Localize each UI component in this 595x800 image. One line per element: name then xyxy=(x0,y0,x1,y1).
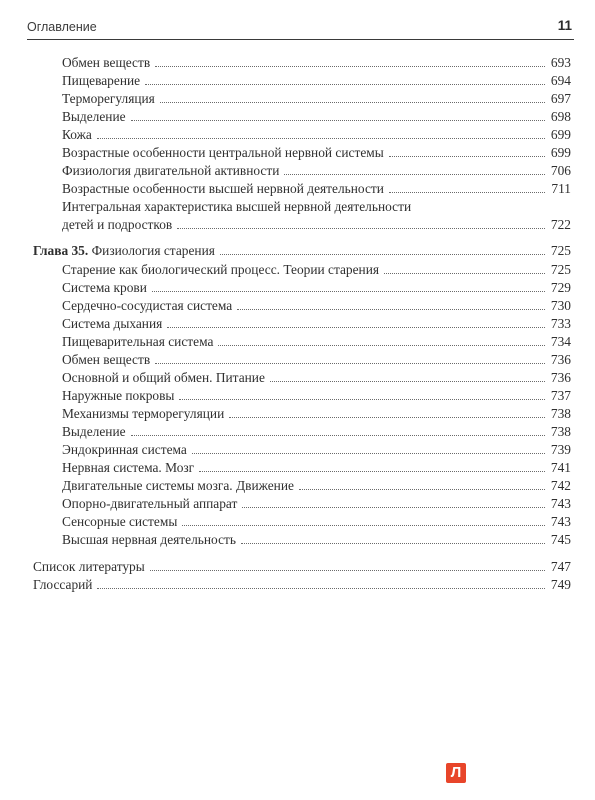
toc-entry-page: 698 xyxy=(550,109,571,124)
dot-leader xyxy=(97,588,545,589)
toc-entry-label-line1[interactable]: Интегральная характеристика высшей нервной деятельности xyxy=(62,199,412,214)
toc-entry-label: Высшая нервная деятельность xyxy=(62,532,236,547)
toc-entry-page: 745 xyxy=(550,532,571,547)
toc-entry-page: 736 xyxy=(550,352,571,367)
toc-entry-page: 749 xyxy=(550,577,571,592)
toc-entry-label: Возрастные особенности высшей нервной деятельности xyxy=(62,181,384,196)
toc-entry[interactable] xyxy=(62,217,571,233)
dot-leader xyxy=(131,120,545,121)
toc-entry[interactable] xyxy=(62,163,571,179)
watermark-logo-icon xyxy=(446,763,466,783)
dot-leader xyxy=(299,489,545,490)
toc-entry[interactable] xyxy=(62,109,571,125)
dot-leader xyxy=(199,471,545,472)
dot-leader xyxy=(179,399,545,400)
dot-leader xyxy=(218,345,545,346)
toc-entry-label: Возрастные особенности центральной нервной системы xyxy=(62,145,384,160)
toc-entry-label: Механизмы терморегуляции xyxy=(62,406,225,421)
toc-entry-label: Выделение xyxy=(62,109,126,124)
toc-entry[interactable] xyxy=(62,280,571,296)
toc-entry[interactable] xyxy=(62,514,571,530)
toc-entry-page: 734 xyxy=(550,334,571,349)
dot-leader xyxy=(384,273,545,274)
toc-entry-page: 738 xyxy=(550,424,571,439)
toc-entry-page: 711 xyxy=(551,181,571,196)
toc-entry-label: Пищеварение xyxy=(62,73,141,88)
toc-entry-label: Пищеварительная система xyxy=(62,334,214,349)
toc-entry[interactable] xyxy=(62,55,571,71)
toc-entry-label: Обмен веществ xyxy=(62,55,151,70)
toc-entry-label: Сердечно-сосудистая система xyxy=(62,298,233,313)
toc-entry[interactable] xyxy=(62,388,571,404)
toc-entry-label: Двигательные системы мозга. Движение xyxy=(62,478,294,493)
toc-entry[interactable] xyxy=(62,424,571,440)
toc-entry-label: Терморегуляция xyxy=(62,91,155,106)
chapter-title: Физиология старения xyxy=(91,243,215,258)
toc-entry-label: Сенсорные системы xyxy=(62,514,178,529)
dot-leader xyxy=(131,435,545,436)
dot-leader xyxy=(270,381,545,382)
toc-entry[interactable] xyxy=(62,316,571,332)
toc-entry-page: 699 xyxy=(550,145,571,160)
watermark-letter: Л xyxy=(450,764,462,781)
toc-entry-label: Эндокринная система xyxy=(62,442,187,457)
toc-entry[interactable] xyxy=(62,298,571,314)
toc-entry[interactable] xyxy=(62,442,571,458)
toc-entry-bibliography[interactable] xyxy=(33,559,571,575)
dot-leader xyxy=(150,570,545,571)
toc-entry-label: Система дыхания xyxy=(62,316,163,331)
toc-entry-page: 736 xyxy=(550,370,571,385)
toc-entry-label: Выделение xyxy=(62,424,126,439)
toc-entry-page: 694 xyxy=(550,73,571,88)
toc-entry-label: Список литературы xyxy=(33,559,145,574)
toc-entry[interactable] xyxy=(62,406,571,422)
toc-entry-label: Обмен веществ xyxy=(62,352,151,367)
toc-entry-page: 699 xyxy=(550,127,571,142)
toc-entry-page: 738 xyxy=(550,406,571,421)
toc-entry-page: 729 xyxy=(550,280,571,295)
toc-entry-label: Глоссарий xyxy=(33,577,93,592)
toc-entry-page: 725 xyxy=(550,243,571,258)
toc-entry-page: 741 xyxy=(550,460,571,475)
toc-entry-label: Система крови xyxy=(62,280,147,295)
toc-entry[interactable] xyxy=(62,496,571,512)
toc-entry[interactable] xyxy=(62,127,571,143)
dot-leader xyxy=(229,417,545,418)
toc-entry[interactable] xyxy=(62,262,571,278)
dot-leader xyxy=(145,84,545,85)
dot-leader xyxy=(192,453,545,454)
toc-entry[interactable] xyxy=(62,145,571,161)
toc-entry[interactable] xyxy=(62,460,571,476)
dot-leader xyxy=(160,102,545,103)
toc-entry-label: Наружные покровы xyxy=(62,388,175,403)
toc-entry-page: 747 xyxy=(550,559,571,574)
toc-entry-page: 697 xyxy=(550,91,571,106)
dot-leader xyxy=(389,156,545,157)
toc-entry-page: 742 xyxy=(550,478,571,493)
toc-entry-label: Физиология двигательной активности xyxy=(62,163,280,178)
toc-entry-page: 693 xyxy=(550,55,571,70)
toc-entry[interactable] xyxy=(62,370,571,386)
toc-chapter-entry[interactable] xyxy=(33,243,571,259)
dot-leader xyxy=(284,174,545,175)
dot-leader xyxy=(389,192,545,193)
toc-entry[interactable] xyxy=(62,73,571,89)
toc-entry-page: 722 xyxy=(550,217,571,232)
toc-entry[interactable] xyxy=(62,91,571,107)
toc-entry-page: 725 xyxy=(550,262,571,277)
toc-entry-page: 743 xyxy=(550,514,571,529)
toc-chapter-label xyxy=(33,243,215,259)
dot-leader xyxy=(237,309,545,310)
dot-leader xyxy=(182,525,545,526)
dot-leader xyxy=(152,291,545,292)
toc-entry-page: 739 xyxy=(550,442,571,457)
chapter-prefix: Глава 35. xyxy=(33,243,89,258)
dot-leader xyxy=(242,507,545,508)
toc-entry-label-line2: детей и подростков xyxy=(62,217,173,232)
toc-entry-label: Нервная система. Мозг xyxy=(62,460,195,475)
running-header-title: Оглавление xyxy=(27,20,97,34)
dot-leader xyxy=(241,543,545,544)
toc-entry-label: Опорно-двигательный аппарат xyxy=(62,496,238,511)
dot-leader xyxy=(167,327,545,328)
toc-entry-page: 743 xyxy=(550,496,571,511)
toc-entry[interactable] xyxy=(62,181,571,197)
toc-entry-page: 730 xyxy=(550,298,571,313)
toc-entry-label: Основной и общий обмен. Питание xyxy=(62,370,265,385)
toc-entry[interactable] xyxy=(62,352,571,368)
toc-entry[interactable] xyxy=(62,478,571,494)
toc-entry[interactable] xyxy=(62,532,571,548)
toc-entry-page: 733 xyxy=(550,316,571,331)
toc-entry-label: Старение как биологический процесс. Теории старения xyxy=(62,262,380,277)
dot-leader xyxy=(155,66,545,67)
dot-leader xyxy=(155,363,545,364)
toc-entry-page: 706 xyxy=(550,163,571,178)
page-number: 11 xyxy=(557,18,572,33)
toc-entry-label: Кожа xyxy=(62,127,92,142)
toc-entry-glossary[interactable] xyxy=(33,577,571,593)
toc-entry-page: 737 xyxy=(550,388,571,403)
toc-entry[interactable] xyxy=(62,334,571,350)
dot-leader xyxy=(177,228,545,229)
dot-leader xyxy=(220,254,545,255)
dot-leader xyxy=(97,138,545,139)
